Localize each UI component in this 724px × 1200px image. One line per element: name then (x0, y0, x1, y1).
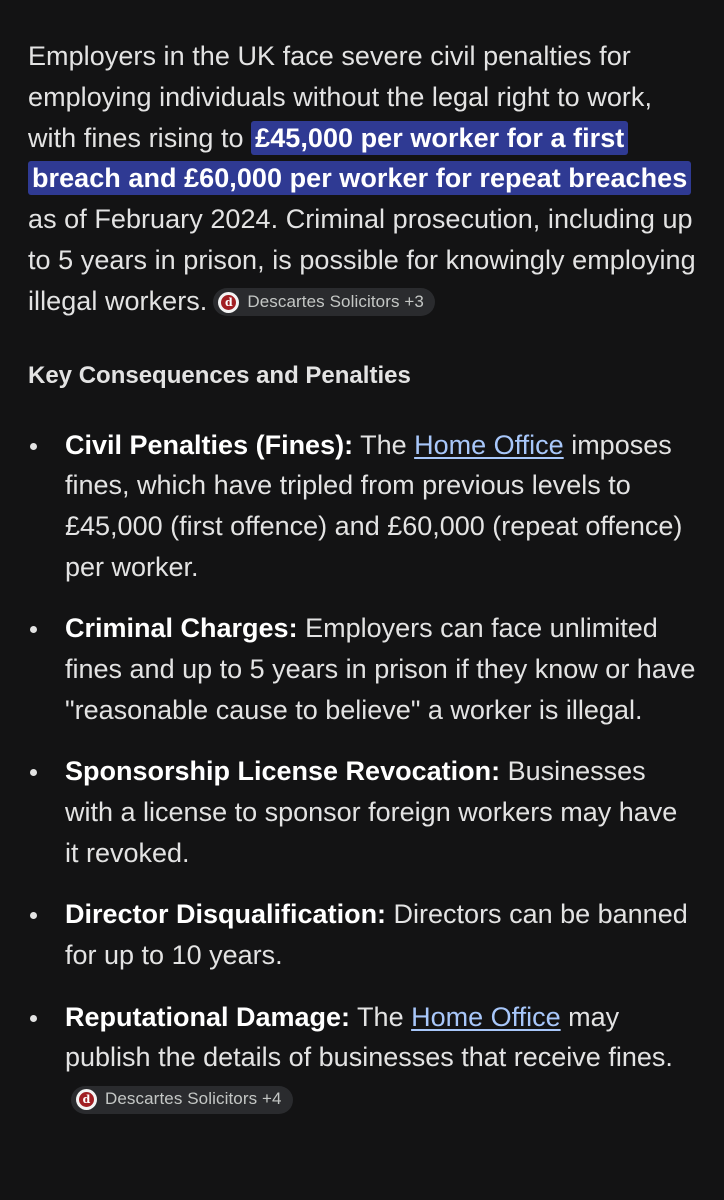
descartes-logo-icon (218, 292, 239, 313)
descartes-logo-icon (76, 1089, 97, 1110)
bullet-term: Criminal Charges: (65, 613, 298, 644)
bullet-text: may publish the details of businesses that receive fines. (65, 1001, 673, 1073)
bullet-icon (30, 626, 37, 633)
list-item-reputational-damage (28, 997, 696, 1119)
consequences-list (28, 425, 696, 1119)
bullet-icon (30, 769, 37, 776)
source-chip-label: Descartes Solicitors +3 (247, 291, 424, 311)
bullet-term: Sponsorship License Revocation: (65, 756, 501, 787)
bullet-icon (30, 1015, 37, 1022)
bullet-text: Employers can face unlimited fines and up to 5 years in prison if they know or have "reasonable cause to believe" a worker is illegal. (65, 613, 696, 725)
bullet-text: The (353, 429, 415, 460)
source-chip-descartes-reputational[interactable] (71, 1086, 293, 1114)
descartes-logo-letter: d (79, 1092, 94, 1107)
bullet-icon (30, 443, 37, 450)
intro-paragraph (28, 36, 696, 322)
descartes-logo-letter: d (221, 295, 236, 310)
list-item-criminal-charges (28, 608, 696, 730)
bullet-term: Reputational Damage: (65, 1001, 351, 1032)
home-office-link[interactable]: Home Office (411, 1001, 561, 1032)
list-item-sponsorship-revocation (28, 751, 696, 873)
home-office-link[interactable]: Home Office (414, 429, 564, 460)
source-chip-descartes-intro[interactable] (213, 288, 435, 316)
list-item-director-disqualification (28, 894, 696, 976)
list-item-civil-penalties (28, 425, 696, 588)
bullet-text: The (350, 1001, 412, 1032)
section-title: Key Consequences and Penalties (28, 361, 411, 389)
bullet-text: Directors can be banned for up to 10 years. (65, 899, 688, 971)
bullet-text: imposes fines, which have tripled from previous levels to £45,000 (first offence) and £60,000 (repeat offence) per worker. (65, 429, 683, 582)
intro-text-after: as of February 2024. Criminal prosecution, including up to 5 years in prison, is possible for knowingly employing illegal workers. (28, 204, 696, 316)
bullet-term: Director Disqualification: (65, 899, 387, 930)
bullet-term: Civil Penalties (Fines): (65, 429, 354, 460)
bullet-text: Businesses with a license to sponsor foreign workers may have it revoked. (65, 756, 678, 868)
highlighted-fine-amounts: £45,000 per worker for a first breach and £60,000 per worker for repeat breaches (28, 121, 691, 196)
source-chip-label: Descartes Solicitors +4 (105, 1089, 282, 1109)
intro-text-before: Employers in the UK face severe civil penalties for employing individuals without the legal right to work, with fines rising to (28, 41, 653, 153)
bullet-icon (30, 912, 37, 919)
